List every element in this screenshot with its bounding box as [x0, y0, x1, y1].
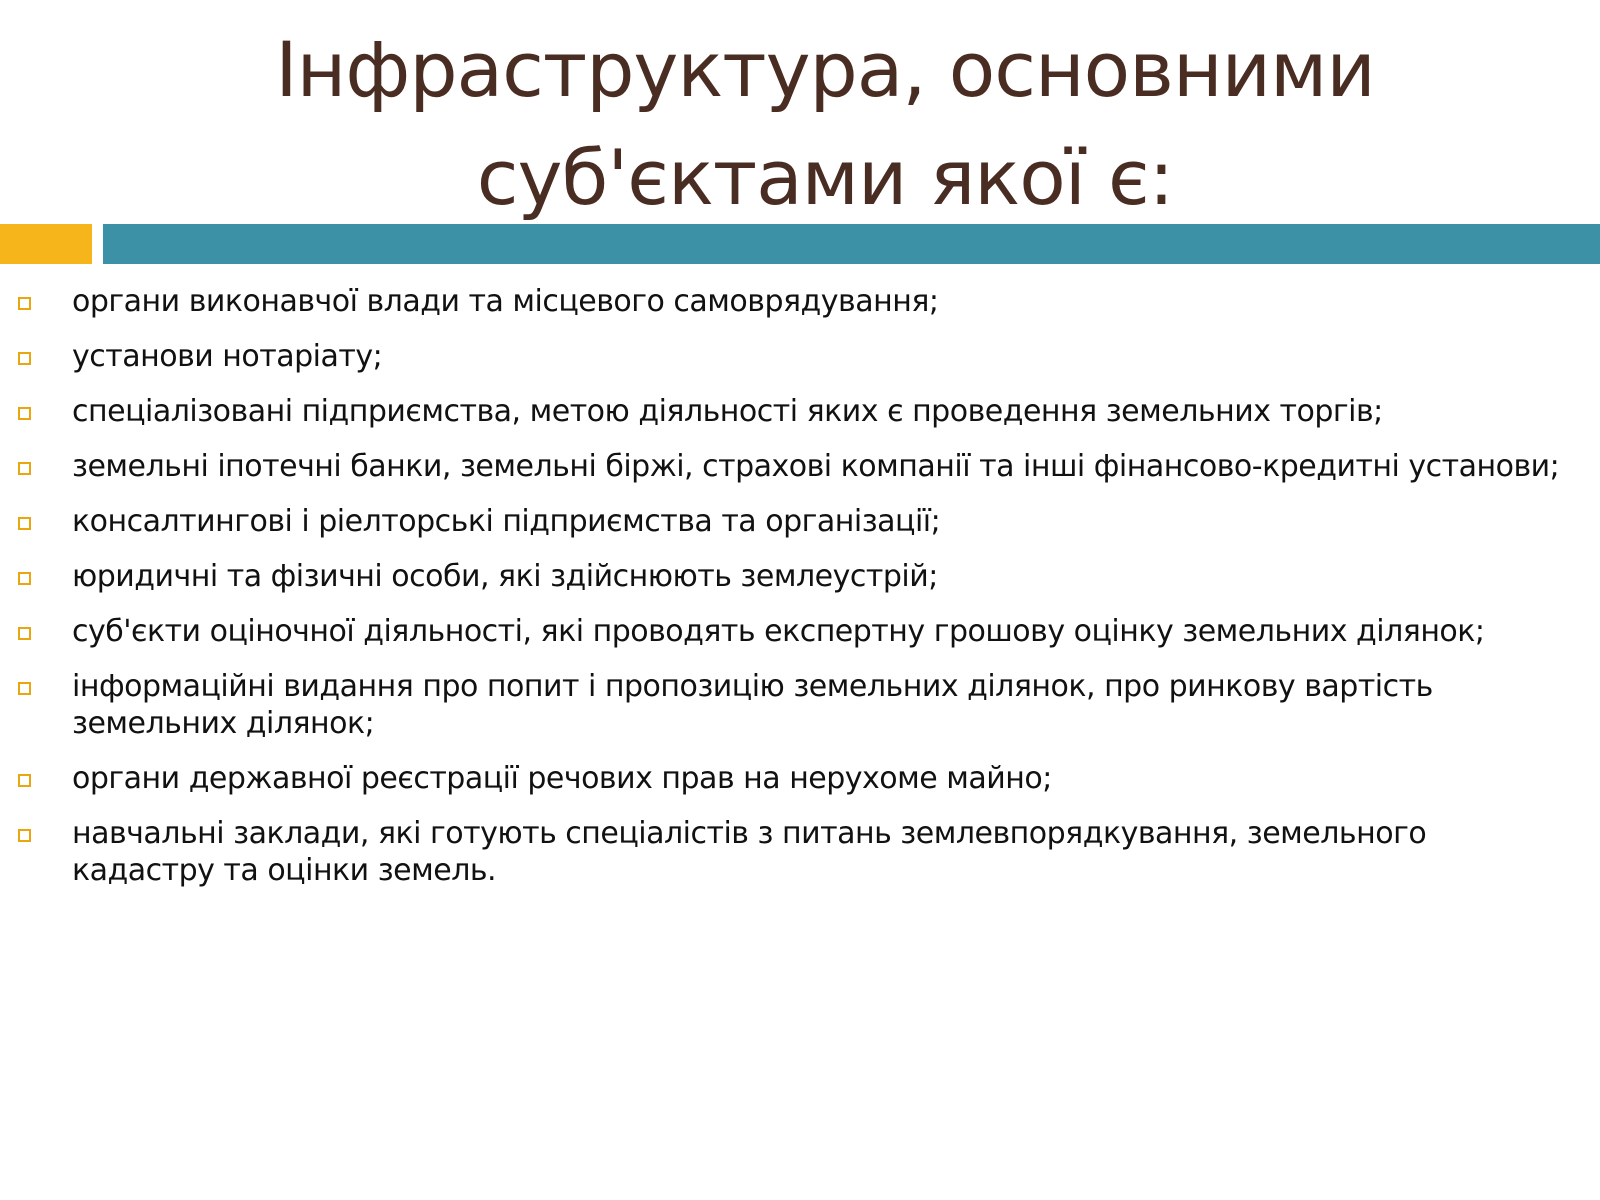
square-bullet-icon — [18, 517, 31, 530]
list-item-text: консалтингові і ріелторські підприємства та організації; — [72, 504, 941, 539]
list-item-text: інформаційні видання про попит і пропозицію земельних ділянок, про ринкову вартість земельних ділянок; — [72, 669, 1433, 741]
list-item — [0, 815, 1600, 889]
list-item — [0, 613, 1600, 650]
list-item-text: органи виконавчої влади та місцевого самоврядування; — [72, 284, 939, 319]
list-item-text: навчальні заклади, які готують спеціалістів з питань землевпорядкування, земельного кадастру та оцінки земель. — [72, 816, 1427, 888]
square-bullet-icon — [18, 462, 31, 475]
list-item — [0, 338, 1600, 375]
list-item-text: суб'єкти оціночної діяльності, які проводять експертну грошову оцінку земельних ділянок; — [72, 614, 1485, 649]
list-item — [0, 283, 1600, 320]
list-item — [0, 760, 1600, 797]
square-bullet-icon — [18, 627, 31, 640]
list-item — [0, 668, 1600, 742]
list-item-text: земельні іпотечні банки, земельні біржі, страхові компанії та інші фінансово-кредитні установи; — [72, 449, 1560, 484]
square-bullet-icon — [18, 352, 31, 365]
list-item — [0, 448, 1600, 485]
list-item-text: юридичні та фізичні особи, які здійснюють землеустрій; — [72, 559, 938, 594]
slide-title-line-1: Інфраструктура, основними — [275, 25, 1375, 114]
square-bullet-icon — [18, 407, 31, 420]
accent-bar-left — [0, 224, 92, 264]
slide-title-line-2: суб'єктами якої є: — [476, 133, 1174, 222]
accent-bar-right — [103, 224, 1600, 264]
list-item-text: спеціалізовані підприємства, метою діяльності яких є проведення земельних торгів; — [72, 394, 1383, 429]
square-bullet-icon — [18, 774, 31, 787]
list-item-text: установи нотаріату; — [72, 339, 383, 374]
square-bullet-icon — [18, 829, 31, 842]
square-bullet-icon — [18, 682, 31, 695]
list-item — [0, 558, 1600, 595]
list-item-text: органи державної реєстрації речових прав на нерухоме майно; — [72, 761, 1052, 796]
list-item — [0, 393, 1600, 430]
slide-title — [200, 16, 1450, 232]
square-bullet-icon — [18, 297, 31, 310]
square-bullet-icon — [18, 572, 31, 585]
bullet-list — [0, 283, 1600, 907]
list-item — [0, 503, 1600, 540]
